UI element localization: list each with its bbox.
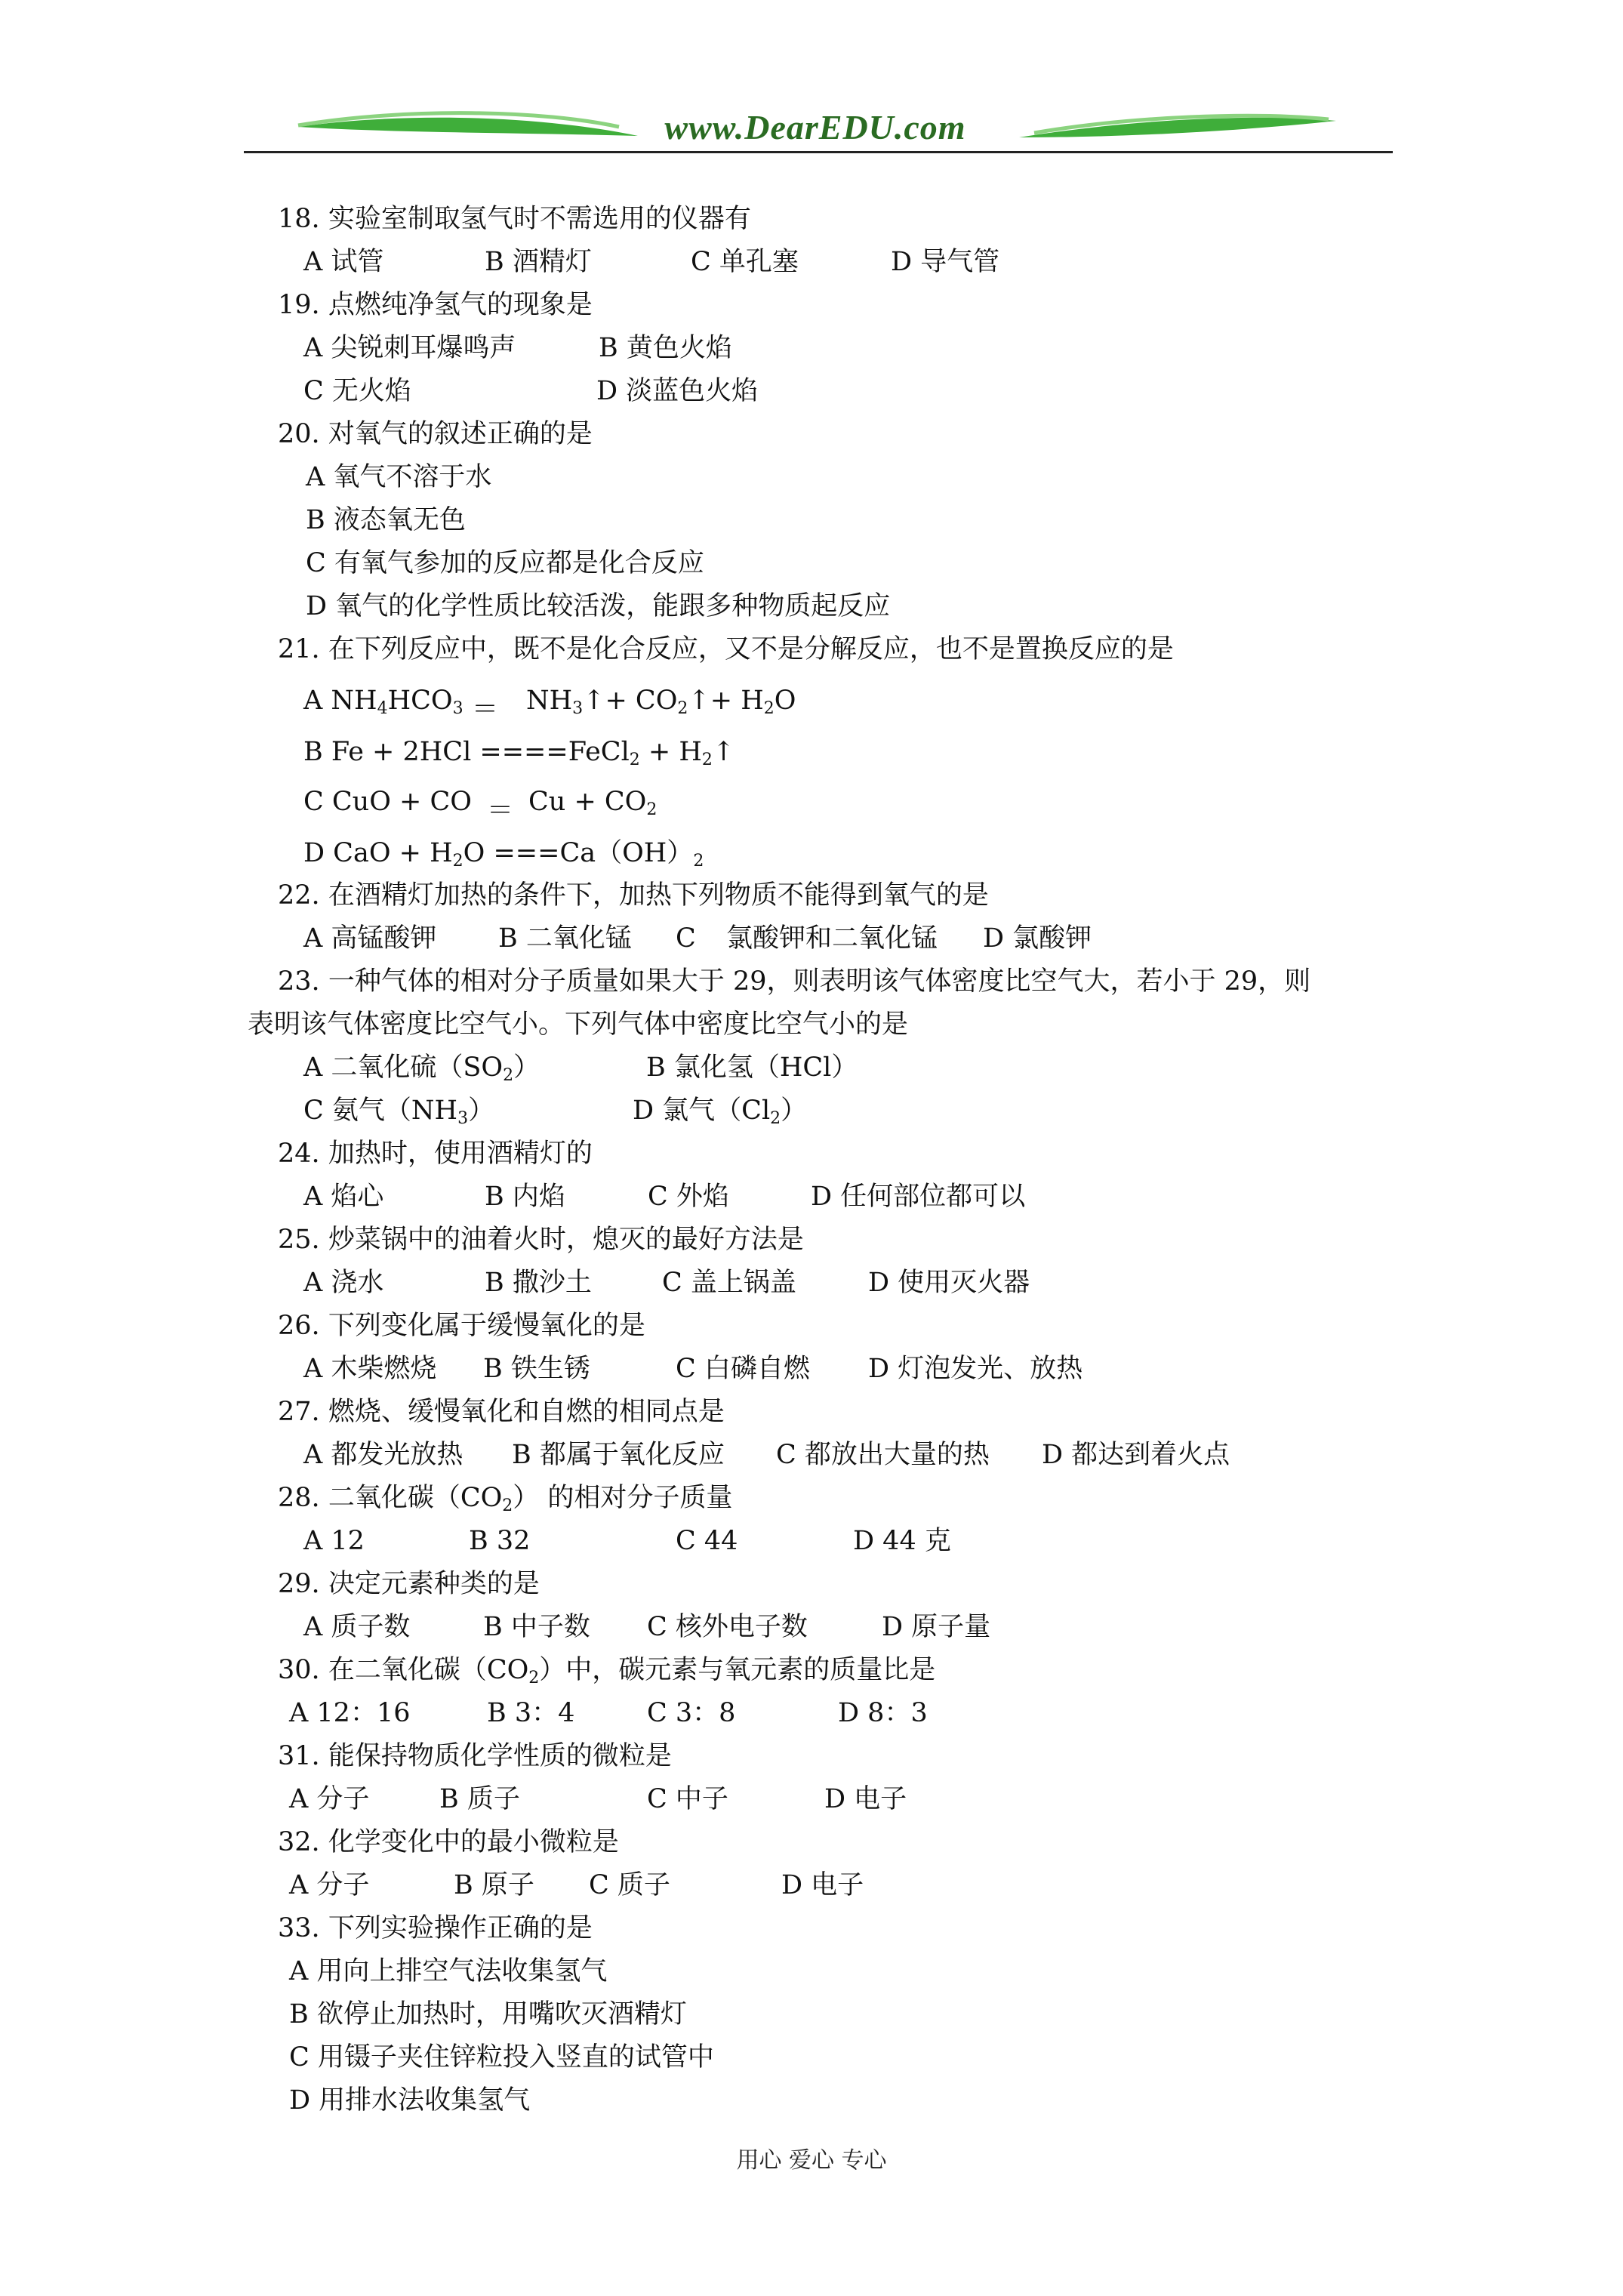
header-rule <box>244 151 1393 153</box>
option-b: B 中子数 <box>483 1612 590 1642</box>
option-a: A 焰心 <box>303 1182 384 1212</box>
question-22: 22. 在酒精灯加热的条件下，加热下列物质不能得到氧气的是 <box>278 880 989 911</box>
option-c: C 核外电子数 <box>647 1612 808 1642</box>
option-b: B 撒沙土 <box>485 1268 592 1298</box>
option-c: C 有氧气参加的反应都是化合反应 <box>306 548 704 578</box>
option-b: B 3：4 <box>487 1698 575 1728</box>
question-21-option-d: D CaO + $H_2O ===Ca(OH)_2$ <box>303 838 704 871</box>
option-c: C 无火焰 <box>303 376 411 406</box>
question-23-options-row2 <box>0 1089 1623 1132</box>
header-swoosh-graphic <box>0 0 1623 174</box>
option-a: A 12：16 <box>289 1698 411 1728</box>
option-c: C 44 <box>676 1526 738 1556</box>
page-header <box>0 0 1623 174</box>
question-33: 33. 下列实验操作正确的是 <box>278 1913 593 1943</box>
option-d: D 氯酸钾 <box>983 923 1092 954</box>
option-a: A 二氧化硫$(SO_2)$ <box>303 1052 540 1085</box>
option-c: C 外焰 <box>648 1182 729 1212</box>
question-25-options <box>0 1262 1623 1304</box>
option-d: D 灯泡发光、放热 <box>868 1354 1083 1384</box>
option-d: D 氯气$(Cl_2)$ <box>633 1096 808 1128</box>
option-d: D 44 克 <box>853 1526 951 1556</box>
option-c: C 3：8 <box>647 1698 736 1728</box>
question-21-option-a <box>0 680 1623 725</box>
site-logo-text: www.DearEDU.com <box>664 108 966 146</box>
question-21-option-b: B Fe + 2HCl ====FeCl$_2$ + $H_2↑$ <box>303 737 735 769</box>
option-c: C 都放出大量的热 <box>776 1440 990 1470</box>
question-23: 23. 一种气体的相对分子质量如果大于 29，则表明该气体密度比空气大，若小于 29，则 <box>278 966 1311 997</box>
question-18-options <box>0 241 1623 283</box>
question-27: 27. 燃烧、缓慢氧化和自燃的相同点是 <box>278 1397 725 1427</box>
option-a: A 质子数 <box>303 1612 411 1642</box>
option-c: C <box>676 923 696 954</box>
option-d: D 淡蓝色火焰 <box>596 376 759 406</box>
question-19-options-row2 <box>0 370 1623 412</box>
option-d: D 都达到着火点 <box>1042 1440 1230 1470</box>
question-24-options <box>0 1176 1623 1218</box>
question-28: 28. 二氧化碳$(CO_2)$ 的相对分子质量 <box>278 1483 733 1515</box>
option-d: D 氧气的化学性质比较活泼，能跟多种物质起反应 <box>306 591 891 621</box>
option-a: A 都发光放热 <box>303 1440 463 1470</box>
question-21: 21. 在下列反应中，既不是化合反应，又不是分解反应，也不是置换反应的是 <box>278 634 1174 664</box>
question-24: 24. 加热时，使用酒精灯的 <box>278 1139 593 1169</box>
question-29-options <box>0 1606 1623 1648</box>
question-19-options-row1 <box>0 327 1623 369</box>
option-c-text: 氯酸钾和二氧化锰 <box>726 923 938 954</box>
question-20: 20. 对氧气的叙述正确的是 <box>278 419 593 449</box>
equation-c-products: $Cu + CO_2$ <box>528 787 658 819</box>
option-b: B 氯化氢（HCl） <box>646 1052 858 1083</box>
option-b: B 铁生锈 <box>483 1354 590 1384</box>
option-b: B 液态氧无色 <box>306 505 466 535</box>
question-25: 25. 炒菜锅中的油着火时，熄灭的最好方法是 <box>278 1225 804 1255</box>
option-a: A 尖锐刺耳爆鸣声 <box>303 333 516 363</box>
equation-a-reactant: A $NH_4HCO_3$ <box>303 686 463 718</box>
equation-c-reactant: C CuO + CO <box>303 787 472 817</box>
question-29: 29. 决定元素种类的是 <box>278 1569 540 1599</box>
option-a: A 浇水 <box>303 1268 384 1298</box>
option-a: A 用向上排空气法收集氢气 <box>289 1956 608 1986</box>
option-c: C 白磷自燃 <box>676 1354 810 1384</box>
question-22-options <box>0 917 1623 960</box>
option-c: C 中子 <box>647 1784 728 1814</box>
option-c: C 单孔塞 <box>691 247 799 277</box>
option-a: A 分子 <box>289 1784 370 1814</box>
page-footer: 用心 爱心 专心 <box>736 2147 887 2174</box>
question-23-options-row1 <box>0 1046 1623 1089</box>
option-b: B 二氧化锰 <box>498 923 632 954</box>
option-a: A 12 <box>303 1526 365 1556</box>
option-d: D 用排水法收集氢气 <box>289 2085 531 2116</box>
option-d: D 任何部位都可以 <box>811 1182 1026 1212</box>
option-c: C 质子 <box>589 1870 670 1900</box>
option-b: B 黄色火焰 <box>599 333 732 363</box>
question-31-options <box>0 1778 1623 1820</box>
equation-a-sign: ＝ <box>472 695 499 725</box>
option-b: B 都属于氧化反应 <box>512 1440 725 1470</box>
option-d: D 原子量 <box>882 1612 991 1642</box>
option-c: C 用镊子夹住锌粒投入竖直的试管中 <box>289 2042 714 2073</box>
option-a: A 试管 <box>303 247 384 277</box>
question-32: 32. 化学变化中的最小微粒是 <box>278 1827 619 1857</box>
question-28-options <box>0 1520 1623 1562</box>
option-b: B 32 <box>469 1526 531 1556</box>
question-21-option-c <box>0 781 1623 826</box>
option-a: A 高锰酸钾 <box>303 923 437 954</box>
option-d: D 导气管 <box>891 247 1000 277</box>
question-27-options <box>0 1434 1623 1476</box>
question-23-continued: 表明该气体密度比空气小。下列气体中密度比空气小的是 <box>248 1009 909 1040</box>
option-b: B 内焰 <box>485 1182 565 1212</box>
option-d: D 电子 <box>781 1870 864 1900</box>
option-b: B 质子 <box>439 1784 520 1814</box>
option-a: A 木柴燃烧 <box>303 1354 437 1384</box>
option-a: A 氧气不溶于水 <box>306 462 492 492</box>
option-c: C 氨气$(NH_3)$ <box>303 1096 495 1128</box>
question-30: 30. 在二氧化碳$(CO_2)$中，碳元素与氧元素的质量比是 <box>278 1655 936 1687</box>
question-26: 26. 下列变化属于缓慢氧化的是 <box>278 1311 645 1341</box>
equation-c-sign: ＝ <box>487 796 514 826</box>
option-d: D 使用灭火器 <box>868 1268 1030 1298</box>
option-b: B 欲停止加热时，用嘴吹灭酒精灯 <box>289 1999 687 2029</box>
question-30-options <box>0 1692 1623 1734</box>
question-18: 18. 实验室制取氢气时不需选用的仪器有 <box>278 204 751 234</box>
question-26-options <box>0 1348 1623 1390</box>
question-19: 19. 点燃纯净氢气的现象是 <box>278 290 593 320</box>
question-32-options <box>0 1864 1623 1906</box>
option-c: C 盖上锅盖 <box>662 1268 796 1298</box>
option-b: B 酒精灯 <box>485 247 592 277</box>
option-d: D 电子 <box>824 1784 907 1814</box>
question-31: 31. 能保持物质化学性质的微粒是 <box>278 1741 672 1771</box>
option-d: D 8：3 <box>838 1698 928 1728</box>
option-a: A 分子 <box>289 1870 370 1900</box>
equation-a-products: $NH_3↑+$ $CO_2↑+ H_2O$ <box>526 686 796 718</box>
option-b: B 原子 <box>454 1870 534 1900</box>
